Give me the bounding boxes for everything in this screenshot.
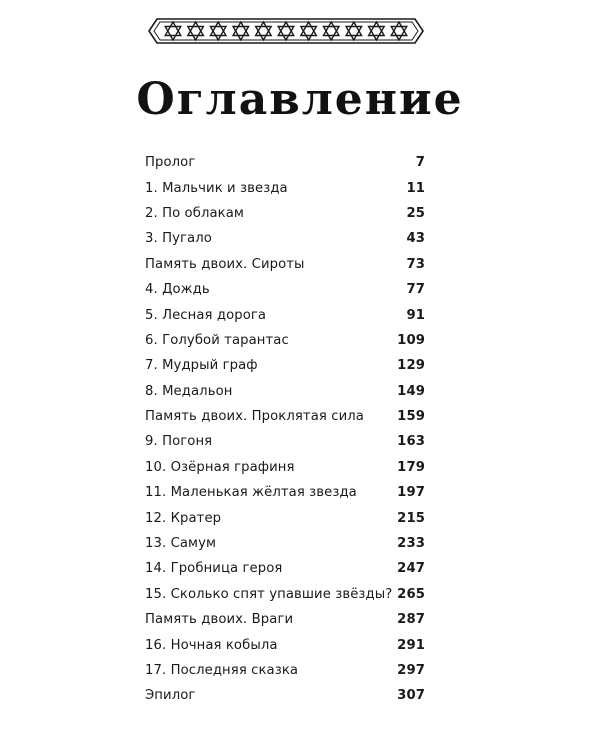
ornament-star-up (391, 22, 407, 36)
toc-entry-label: 15. Сколько спят упавшие звёзды? (145, 586, 393, 602)
toc-entry-page: 307 (397, 688, 425, 704)
ornament-star-up (256, 22, 272, 36)
toc-entry-label: Память двоих. Враги (145, 612, 294, 628)
toc-entry-label: 3. Пугало (145, 231, 212, 247)
toc-entry-20[interactable] (145, 658, 425, 683)
toc-entry-label: 5. Лесная дорога (145, 307, 267, 323)
ornament-star-down (369, 27, 385, 41)
toc-entry-10[interactable] (145, 404, 425, 429)
toc-entry-14[interactable] (145, 505, 425, 530)
toc-entry-label: 11. Маленькая жёлтая звезда (145, 485, 357, 501)
toc-entry-label: 12. Кратер (145, 510, 222, 526)
toc-entry-page: 109 (397, 332, 425, 348)
toc-entry-label: 2. По облакам (145, 205, 244, 221)
toc-entry-16[interactable] (145, 556, 425, 581)
ornament-star-down (210, 27, 226, 41)
ornament-star-down (256, 27, 272, 41)
ornament-star-up (188, 22, 204, 36)
ornament-star-up (210, 22, 226, 36)
toc-entry-13[interactable] (145, 480, 425, 505)
toc-entry-page: 247 (397, 561, 425, 577)
toc-entry-1[interactable] (145, 175, 425, 200)
toc-entry-page: 11 (406, 180, 425, 196)
toc-entry-label: Пролог (145, 155, 196, 171)
toc-entry-label: 16. Ночная кобыла (145, 637, 278, 653)
toc-entry-label: 1. Мальчик и звезда (145, 180, 288, 196)
toc-entry-3[interactable] (145, 226, 425, 251)
toc-entry-page: 149 (397, 383, 425, 399)
toc-entry-9[interactable] (145, 379, 425, 404)
toc-entry-label: 8. Медальон (145, 383, 233, 399)
toc-entry-page: 163 (397, 434, 425, 450)
toc-entry-8[interactable] (145, 353, 425, 378)
ornament-star-up (233, 22, 249, 36)
ornament-star-up (301, 22, 317, 36)
toc-entry-4[interactable] (145, 252, 425, 277)
toc-entry-12[interactable] (145, 455, 425, 480)
toc-entry-7[interactable] (145, 328, 425, 353)
ornament-star-down (323, 27, 339, 41)
toc-entry-page: 7 (415, 155, 425, 171)
toc-entry-19[interactable] (145, 632, 425, 657)
toc-entry-label: Память двоих. Сироты (145, 256, 305, 272)
toc-entry-label: 9. Погоня (145, 434, 213, 450)
toc-entry-page: 73 (406, 256, 425, 272)
toc-entry-label: 7. Мудрый граф (145, 358, 258, 374)
star-ornament-band-icon (143, 16, 429, 46)
toc-entry-page: 179 (397, 459, 425, 475)
toc-entry-page: 77 (406, 282, 425, 298)
ornament-star-down (278, 27, 294, 41)
toc-entry-label: 10. Озёрная графиня (145, 459, 295, 475)
toc-entry-18[interactable] (145, 607, 425, 632)
ornament-star-down (301, 27, 317, 41)
toc-entry-label: 13. Самум (145, 536, 217, 552)
toc-entry-label: 17. Последняя сказка (145, 663, 299, 678)
toc-entry-11[interactable] (145, 429, 425, 454)
toc-entry-page: 215 (397, 510, 425, 526)
ornament-star-up (323, 22, 339, 36)
ornament-star-down (165, 27, 181, 41)
toc-entry-page: 297 (397, 663, 425, 678)
toc-entry-page: 265 (397, 586, 425, 602)
ornament-star-down (346, 27, 362, 41)
toc-entry-label: Эпилог (145, 688, 196, 704)
toc-entry-page: 291 (397, 637, 425, 653)
toc-entry-page: 233 (397, 536, 425, 552)
ornament-star-down (233, 27, 249, 41)
toc-entry-page: 91 (406, 307, 425, 323)
toc-entry-label: 14. Гробница героя (145, 561, 283, 577)
toc-entry-6[interactable] (145, 302, 425, 327)
page-title: Оглавление (136, 74, 464, 125)
ornament-star-down (391, 27, 407, 41)
toc-entry-15[interactable] (145, 531, 425, 556)
toc-entry-page: 43 (406, 231, 425, 247)
toc-entry-5[interactable] (145, 277, 425, 302)
toc-entry-page: 25 (406, 205, 425, 221)
ornament-star-up (165, 22, 181, 36)
ornament-star-down (188, 27, 204, 41)
toc-entry-21[interactable] (145, 683, 425, 708)
toc-entry-label: 4. Дождь (145, 282, 210, 298)
toc-entry-label: 6. Голубой тарантас (145, 332, 289, 348)
toc-entry-page: 197 (397, 485, 425, 501)
toc-entry-0[interactable] (145, 150, 425, 175)
toc-entry-page: 159 (397, 409, 425, 425)
ornament-star-up (369, 22, 385, 36)
ornament-star-up (278, 22, 294, 36)
toc-entry-page: 287 (397, 612, 425, 628)
table-of-contents (145, 150, 425, 709)
toc-entry-17[interactable] (145, 582, 425, 607)
toc-entry-label: Память двоих. Проклятая сила (145, 409, 364, 425)
toc-entry-page: 129 (397, 358, 425, 374)
ornament-star-up (346, 22, 362, 36)
toc-entry-2[interactable] (145, 201, 425, 226)
